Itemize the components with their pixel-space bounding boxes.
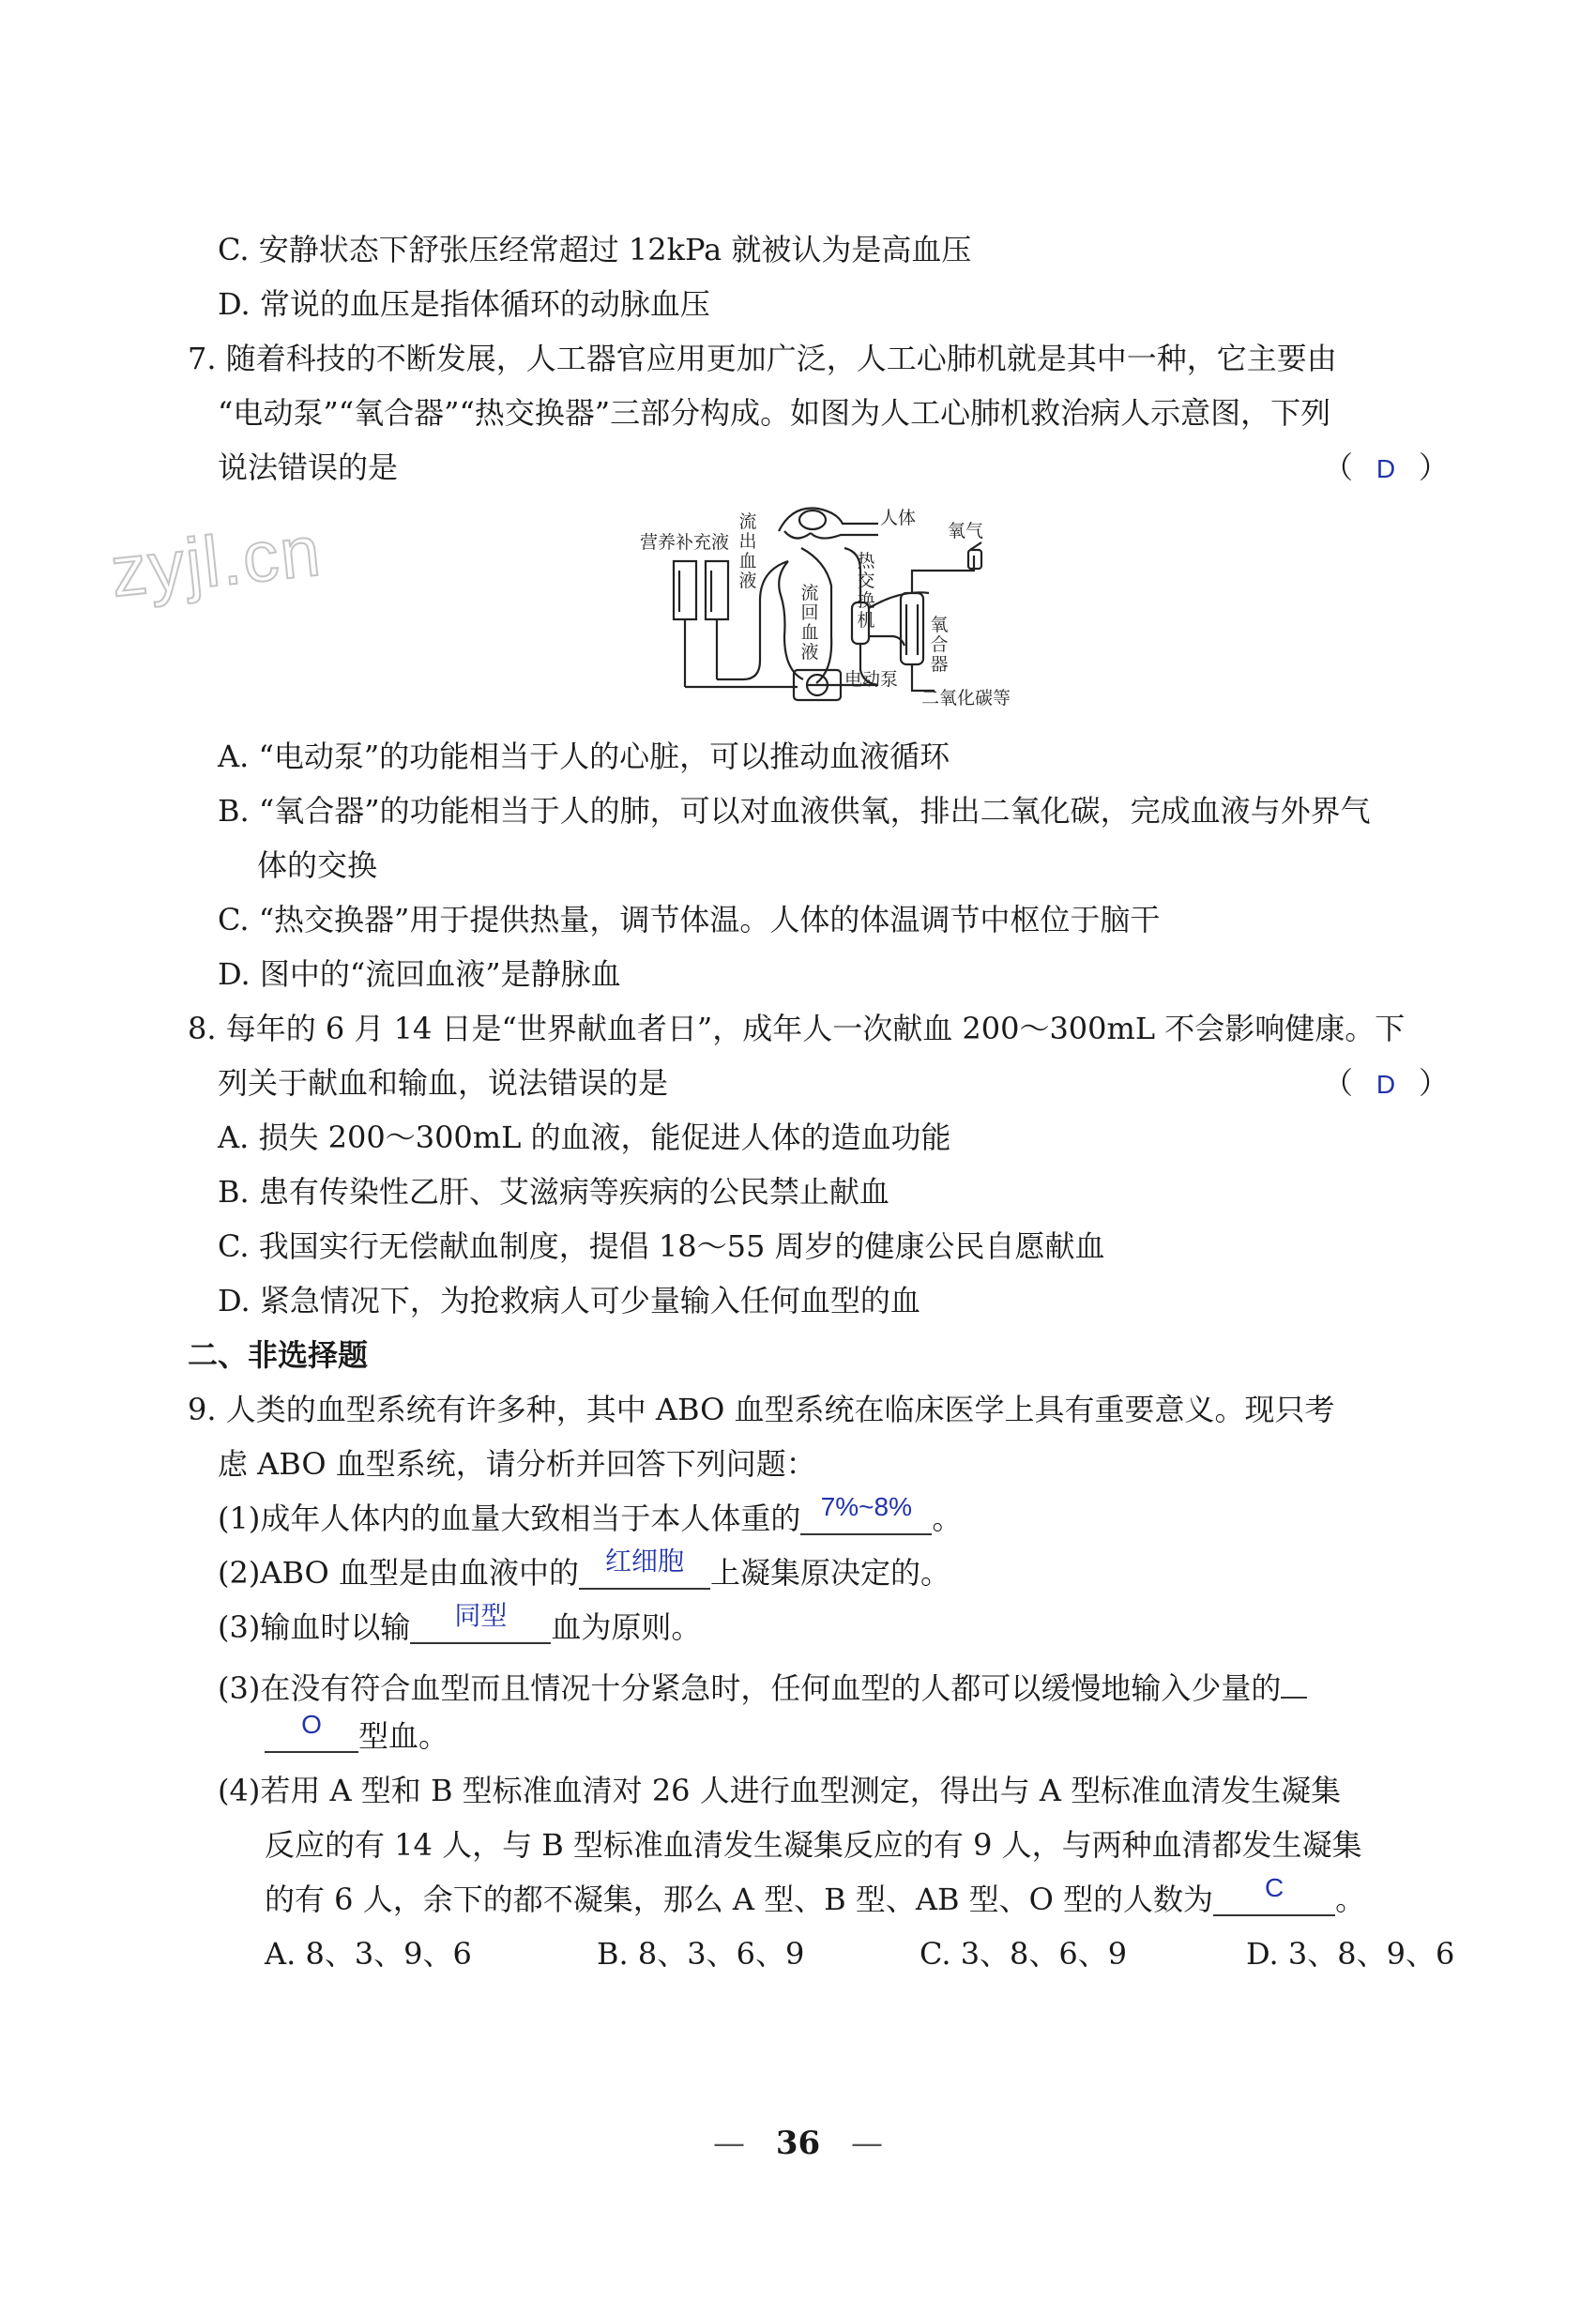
q9-sub3b-blank — [265, 1710, 358, 1753]
label-oxygen: 氧气 — [948, 521, 984, 541]
q9-sub4-option-a: A. 8、3、9、6 — [265, 1936, 472, 1972]
q9-sub4-option-c: C. 3、8、6、9 — [920, 1936, 1128, 1972]
q7-answer-paren — [1323, 449, 1449, 488]
q9-sub2-blank — [579, 1547, 710, 1590]
q9-sub4-blank — [1213, 1873, 1335, 1916]
page-number: 36 — [775, 2125, 821, 2162]
q9-sub2-answer: 红细胞 — [604, 1547, 684, 1576]
q9-sub3b-text: (3)在没有符合血型而且情况十分紧急时，任何血型的人都可以缓慢地输入少量的 — [218, 1670, 1282, 1706]
q6-option-c: C. 安静状态下舒张压经常超过 12kPa 就被认为是高血压 — [218, 232, 972, 267]
q9-sub1 — [218, 1492, 963, 1537]
q9-sub4-text: 的有 6 人，余下的都不凝集，那么 A 型、B 型、AB 型、O 型的人数为 — [265, 1882, 1214, 1917]
q8-stem-line2: 列关于献血和输血，说法错误的是 — [218, 1065, 669, 1101]
q9-sub3b-line1 — [218, 1663, 1307, 1707]
q8-option-d: D. 紧急情况下，为抢救病人可少量输入任何血型的血 — [218, 1283, 920, 1318]
label-heat-exchanger: 热交换机 — [857, 551, 875, 631]
q9-sub4-line3 — [265, 1873, 1366, 1918]
paren-close: ） — [1419, 450, 1450, 485]
paren-open: （ — [1323, 1065, 1354, 1101]
q9-sub3b-answer: O — [301, 1710, 322, 1739]
label-return: 流回血液 — [800, 583, 819, 663]
q8-option-a: A. 损失 200～300mL 的血液，能促进人体的造血功能 — [218, 1120, 951, 1155]
q9-sub4-option-d: D. 3、8、9、6 — [1246, 1936, 1455, 1972]
q9-sub4-answer: C — [1264, 1873, 1284, 1902]
q9-sub3b-blank-start — [1281, 1663, 1307, 1699]
q7-stem-line1: 7. 随着科技的不断发展，人工器官应用更加广泛，人工心肺机就是其中一种，它主要由 — [188, 341, 1337, 376]
q7-option-d: D. 图中的“流回血液”是静脉血 — [218, 956, 621, 992]
q7-answer: D — [1376, 454, 1396, 483]
paren-open: （ — [1323, 450, 1354, 485]
q9-sub2-text: (2)ABO 血型是由血液中的 — [218, 1555, 579, 1591]
q7-stem-line2: “电动泵”“氧合器”“热交换器”三部分构成。如图为人工心肺机救治病人示意图，下列 — [218, 395, 1331, 431]
q9-sub1-text: (1)成年人体内的血量大致相当于本人体重的 — [218, 1501, 801, 1536]
q8-answer: D — [1376, 1070, 1396, 1099]
footer-dash-left: — — [713, 2125, 745, 2162]
q9-sub3b-end: 型血。 — [358, 1718, 449, 1754]
label-co2: 二氧化碳等 — [921, 688, 1011, 709]
q9-sub3-answer: 同型 — [454, 1601, 508, 1630]
q9-sub4-end: 。 — [1335, 1882, 1366, 1917]
q9-sub3 — [218, 1601, 702, 1646]
q9-sub3-end: 血为原则。 — [551, 1609, 702, 1645]
footer-dash-right: — — [850, 2125, 883, 2162]
q9-sub2-end: 上凝集原决定的。 — [709, 1555, 950, 1591]
label-oxygenator: 氧合器 — [930, 615, 949, 675]
q9-stem-line2: 虑 ABO 血型系统，请分析并回答下列问题： — [218, 1446, 816, 1482]
q9-sub2 — [218, 1547, 950, 1592]
q8-option-c: C. 我国实行无偿献血制度，提倡 18～55 周岁的健康公民自愿献血 — [218, 1228, 1105, 1264]
q9-sub4-option-b: B. 8、3、6、9 — [597, 1936, 805, 1972]
label-human: 人体 — [880, 508, 917, 528]
watermark: zyjl.cn — [107, 510, 326, 613]
label-outflow: 流出血液 — [738, 511, 757, 591]
q9-sub3b-line2 — [265, 1710, 449, 1755]
q8-answer-paren — [1323, 1064, 1449, 1104]
q9-sub4-line1: (4)若用 A 型和 B 型标准血清对 26 人进行血型测定，得出与 A 型标准血清发生凝集 — [218, 1773, 1342, 1808]
page-footer — [713, 2125, 883, 2162]
paren-close: ） — [1419, 1065, 1450, 1101]
q9-sub1-answer: 7%~8% — [820, 1492, 912, 1521]
q9-sub1-blank — [800, 1492, 932, 1535]
q7-option-a: A. “电动泵”的功能相当于人的心脏，可以推动血液循环 — [218, 739, 950, 774]
heart-lung-machine-diagram — [619, 495, 1032, 711]
q7-stem-line3: 说法错误的是 — [218, 450, 399, 485]
q7-option-c: C. “热交换器”用于提供热量，调节体温。人体的体温调节中枢位于脑干 — [218, 902, 1161, 937]
q9-stem-line1: 9. 人类的血型系统有许多种，其中 ABO 血型系统在临床医学上具有重要意义。现只考 — [188, 1392, 1335, 1427]
q9-sub3-blank — [410, 1601, 551, 1644]
q9-sub1-end: 。 — [932, 1501, 963, 1536]
q9-sub3-text: (3)输血时以输 — [218, 1609, 411, 1645]
q9-sub4-line2: 反应的有 14 人，与 B 型标准血清发生凝集反应的有 9 人，与两种血清都发生凝集 — [265, 1827, 1362, 1863]
q7-option-b-line2: 体的交换 — [257, 847, 378, 883]
label-nutrient: 营养补充液 — [640, 532, 730, 553]
q6-option-d: D. 常说的血压是指体循环的动脉血压 — [218, 286, 710, 322]
q7-option-b-line1: B. “氧合器”的功能相当于人的肺，可以对血液供氧，排出二氧化碳，完成血液与外界气 — [218, 793, 1371, 829]
q8-stem-line1: 8. 每年的 6 月 14 日是“世界献血者日”，成年人一次献血 200～300mL 不会影响健康。下 — [188, 1011, 1406, 1046]
label-pump: 电动泵 — [844, 669, 899, 690]
section-title: 二、非选择题 — [188, 1337, 369, 1373]
q8-option-b: B. 患有传染性乙肝、艾滋病等疾病的公民禁止献血 — [218, 1174, 889, 1210]
